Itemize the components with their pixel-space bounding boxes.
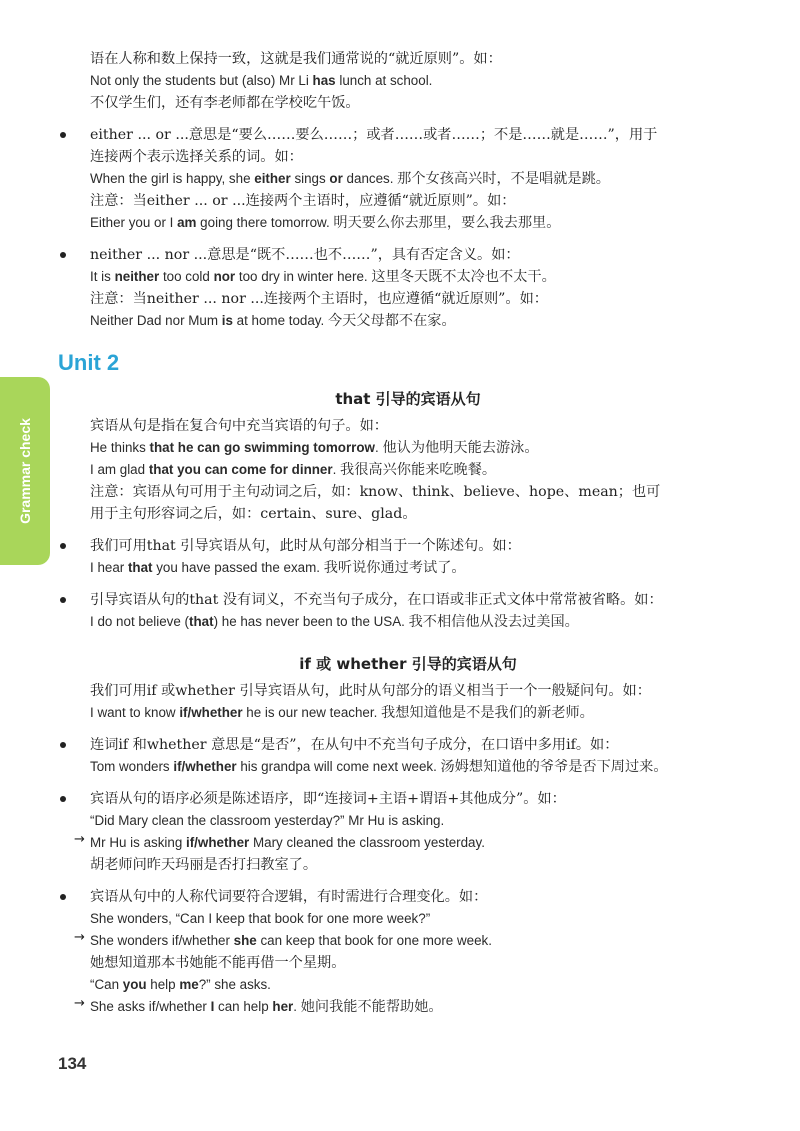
text-line: either ... or ...意思是“要么……要么……；或者……或者……；不是……就是……”，用于: [90, 127, 658, 143]
bullet-icon: [60, 252, 66, 258]
text-line: 连接两个表示选择关系的词。如：: [90, 149, 303, 165]
text-line: 引导宾语从句的that 没有词义，不充当句子成分，在口语或非正式文体中常常被省略。如：: [90, 592, 663, 608]
text-line: 语在人称和数上保持一致，这就是我们通常说的“就近原则”。如：: [90, 51, 502, 67]
example-sentence: I want to know if/whether he is our new teacher. 我想知道他是不是我们的新老师。: [90, 705, 594, 721]
example-sentence: “Can you help me?” she asks.: [90, 977, 271, 992]
rule-that-statement: [58, 535, 758, 579]
example-sentence: I do not believe (that) he has never been to the USA. 我不相信他从没去过美国。: [90, 614, 579, 630]
text-line: 我们可用if 或whether 引导宾语从句，此时从句部分的语义相当于一个一般疑问句。如：: [90, 683, 651, 699]
bullet-icon: [60, 894, 66, 900]
text-line: neither ... nor ...意思是“既不……也不……”，具有否定含义。如：: [90, 247, 520, 263]
unit-title: Unit 2: [58, 350, 120, 375]
converted-example: [58, 930, 758, 996]
arrow-icon: →: [74, 832, 85, 847]
example-sentence: “Did Mary clean the classroom yesterday?” Mr Hu is asking.: [90, 813, 445, 828]
rule-either-or: [58, 124, 758, 234]
example-sentence: She asks if/whether I can help her. 她问我能不能帮助她。: [90, 999, 443, 1015]
text-line: 宾语从句是指在复合句中充当宾语的句子。如：: [90, 418, 388, 434]
rule-word-order: [58, 788, 758, 832]
section-title-if-whether: if 或 whether 引导的宾语从句: [299, 655, 517, 673]
example-translation: 不仅学生们，还有李老师都在学校吃午饭。: [90, 95, 360, 111]
example-sentence: Tom wonders if/whether his grandpa will come next week. 汤姆想知道他的爷爷是否下周过来。: [90, 759, 668, 775]
rule-if-whether-meaning: [58, 734, 758, 778]
example-sentence: He thinks that he can go swimming tomorrow. 他认为他明天能去游泳。: [90, 440, 539, 456]
example-sentence: I am glad that you can come for dinner. 我很高兴你能来吃晚餐。: [90, 462, 497, 478]
page-content: [58, 48, 758, 1018]
bullet-icon: [60, 132, 66, 138]
rule-pronoun-change: [58, 886, 758, 930]
page-number: 134: [58, 1054, 87, 1073]
text-line: 我们可用that 引导宾语从句，此时从句部分相当于一个陈述句。如：: [90, 538, 521, 554]
arrow-icon: →: [74, 930, 85, 945]
bullet-icon: [60, 543, 66, 549]
example-sentence: When the girl is happy, she either sings or dances. 那个女孩高兴时，不是唱就是跳。: [90, 171, 610, 187]
example-sentence: Neither Dad nor Mum is at home today. 今天父母都不在家。: [90, 313, 456, 329]
example-translation: 她想知道那本书她能不能再借一个星期。: [90, 955, 346, 971]
text-line: 宾语从句的语序必须是陈述语序，即“连接词+主语+谓语+其他成分”。如：: [90, 791, 566, 807]
converted-example: [58, 832, 758, 876]
bullet-icon: [60, 796, 66, 802]
rule-neither-nor: [58, 244, 758, 332]
example-sentence: Either you or I am going there tomorrow. 明天要么你去那里，要么我去那里。: [90, 215, 561, 231]
note-line: 注意：宾语从句可用于主句动词之后，如：know、think、believe、hope、mean；也可: [90, 484, 661, 500]
rule-that-omitted: [58, 589, 758, 633]
side-tab-label: Grammar check: [17, 418, 33, 524]
example-sentence: Not only the students but (also) Mr Li has lunch at school.: [90, 73, 433, 88]
bullet-icon: [60, 742, 66, 748]
text-line: 宾语从句中的人称代词要符合逻辑，有时需进行合理变化。如：: [90, 889, 488, 905]
section-side-tab: [0, 377, 50, 565]
example-sentence: I hear that you have passed the exam. 我听说你通过考试了。: [90, 560, 466, 576]
converted-example: [58, 996, 758, 1018]
example-sentence: She wonders if/whether she can keep that book for one more week.: [90, 933, 492, 948]
example-sentence: She wonders, “Can I keep that book for one more week?”: [90, 911, 431, 926]
arrow-icon: →: [74, 996, 85, 1011]
note-line: 注意：当neither ... nor ...连接两个主语时，也应遵循“就近原则”。如：: [90, 291, 548, 307]
note-line: 注意：当either ... or ...连接两个主语时，应遵循“就近原则”。如：: [90, 193, 516, 209]
example-translation: 胡老师问昨天玛丽是否打扫教室了。: [90, 857, 318, 873]
example-sentence: It is neither too cold nor too dry in winter here. 这里冬天既不太冷也不太干。: [90, 269, 556, 285]
section-title-that: that 引导的宾语从句: [335, 390, 481, 408]
text-line: 连词if 和whether 意思是“是否”，在从句中不充当句子成分，在口语中多用if。如：: [90, 737, 619, 753]
example-sentence: Mr Hu is asking if/whether Mary cleaned the classroom yesterday.: [90, 835, 485, 850]
bullet-icon: [60, 597, 66, 603]
note-line: 用于主句形容词之后，如：certain、sure、glad。: [90, 506, 417, 522]
